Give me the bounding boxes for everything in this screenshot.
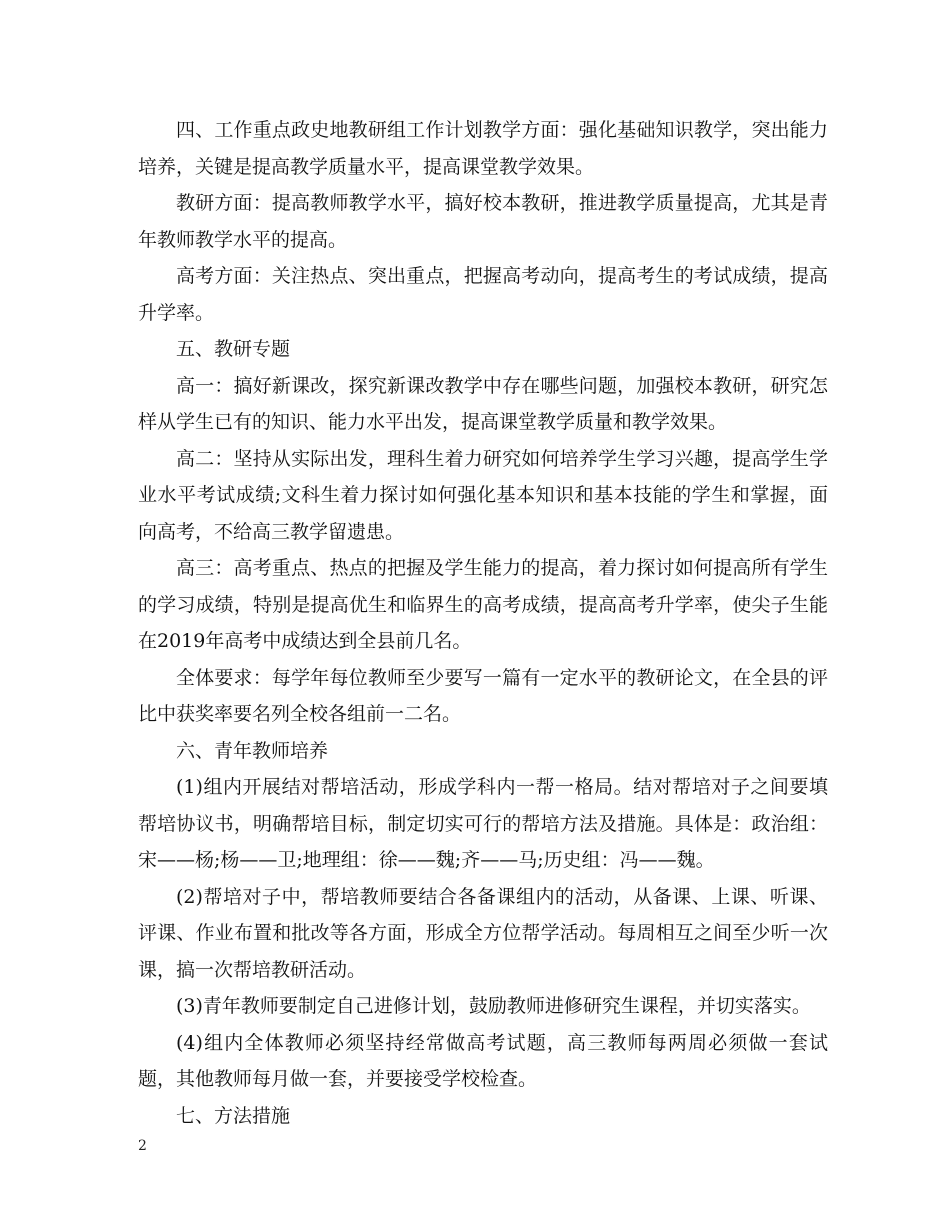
paragraph-grade-two: 高二：坚持从实际出发，理科生着力研究如何培养学生学习兴趣，提高学生学业水平考试成绩;文科生着力探讨如何强化基本知识和基本技能的学生和掌握，面向高考，不给高三教学留遗患。 [138,447,828,543]
paragraph-work-focus: 四、工作重点政史地教研组工作计划教学方面：强化基础知识教学，突出能力培养，关键是提高教学质量水平，提高课堂教学效果。 [138,119,828,178]
paragraph-item-2: (2)帮培对子中，帮培教师要结合各备课组内的活动，从备课、上课、听课、评课、作业布置和批改等各方面，形成全方位帮学活动。每周相互之间至少听一次课，搞一次帮培教研活动。 [138,885,828,981]
paragraph-item-1: (1)组内开展结对帮培活动，形成学科内一帮一格局。结对帮培对子之间要填帮培协议书，明确帮培目标，制定切实可行的帮培方法及措施。具体是：政治组：宋——杨;杨——卫;地理组：徐——魏;齐——马;历史组：冯——魏。 [138,776,828,871]
document-body [138,112,828,1134]
paragraph-gaokao: 高考方面：关注热点、突出重点，把握高考动向，提高考生的考试成绩，提高升学率。 [138,265,828,324]
section-heading-methods: 七、方法措施 [176,1104,291,1127]
paragraph-grade-one: 高一：搞好新课改，探究新课改教学中存在哪些问题，加强校本教研，研究怎样从学生已有的知识、能力水平出发，提高课堂教学质量和教学效果。 [138,374,828,433]
section-heading-young-teachers: 六、青年教师培养 [176,739,329,762]
paragraph-item-4: (4)组内全体教师必须坚持经常做高考试题，高三教师每两周必须做一套试题，其他教师每月做一套，并要接受学校检查。 [138,1031,828,1090]
paragraph-overall-requirements: 全体要求：每学年每位教师至少要写一篇有一定水平的教研论文，在全县的评比中获奖率要名列全校各组前一二名。 [138,666,828,725]
section-heading-research-topics: 五、教研专题 [176,338,291,360]
paragraph-research: 教研方面：提高教师教学水平，搞好校本教研，推进教学质量提高，尤其是青年教师教学水平的提高。 [138,192,828,251]
paragraph-grade-three: 高三：高考重点、热点的把握及学生能力的提高，着力探讨如何提高所有学生的学习成绩，特别是提高优生和临界生的高考成绩，提高高考升学率，使尖子生能在2019年高考中成绩达到全县前几名。 [138,557,828,652]
paragraph-item-3: (3)青年教师要制定自己进修计划，鼓励教师进修研究生课程，并切实落实。 [176,995,811,1017]
page-number: 2 [138,1138,147,1154]
